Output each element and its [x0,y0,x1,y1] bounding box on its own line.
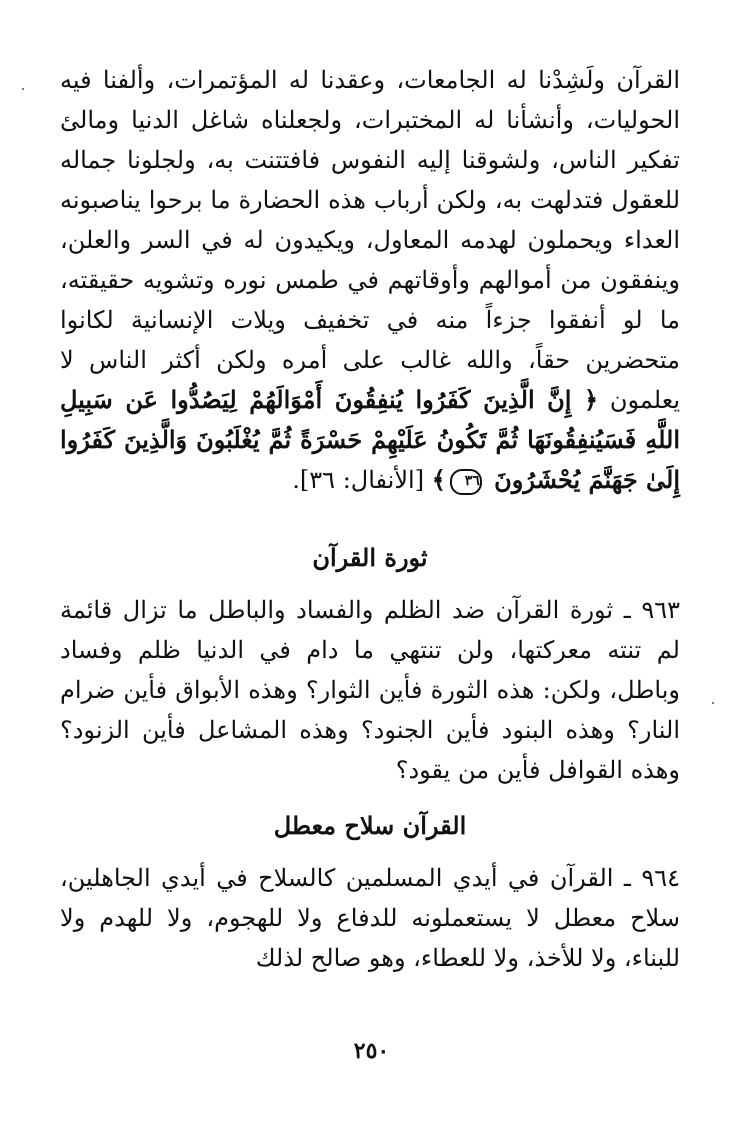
section-heading-quran-disabled-weapon: القرآن سلاح معطل [273,811,467,840]
quran-open-bracket: ﴿ [584,385,599,414]
scan-speck [22,88,24,90]
quran-reference: [الأنفال: ٣٦]. [292,466,425,494]
ayah-number-marker: ٣٦ [450,469,482,495]
paragraph-963 [60,590,680,790]
paragraph-text: ٩٦٣ ـ ثورة القرآن ضد الظلم والفساد والباطل ما تزال قائمة لم تنته معركتها، ولن تنتهي ما دام في الدنيا ظلم وفساد وباطل، ولكن: هذه الثورة فأين الثوار؟ وهذه الأبواق فأين ضرام النار؟ وهذه البنود فأين الجنود؟ وهذه المشاعل فأين الزنود؟ وهذه القوافل فأين من يقود؟ [60,596,681,784]
paragraph-964 [60,858,680,984]
page-number: ٢٥٠ [353,1038,390,1064]
paragraph-text: ٩٦٤ ـ القرآن في أيدي المسلمين كالسلاح في أيدي الجاهلين، سلاح معطل لا يستعملونه للدفاع ولا للهجوم، ولا للهدم ولا للبناء، ولا للأخذ، ولا للعطاء، وهو صالح لذلك [60,864,680,972]
scan-speck [712,702,714,704]
paragraph-quran-civilization [60,60,680,522]
book-page [60,60,680,1060]
paragraph-text: القرآن ولَشِدْنا له الجامعات، وعقدنا له المؤتمرات، وألفنا فيه الحوليات، وأنشأنا له المختبرات، ولجعلناه شاغل الدنيا ومالئ تفكير الناس، ولشوقنا إليه النفوس فافتتنت به، ولجلونا جماله للعقول فتدلهت به، ولكن أرباب هذه الحضارة ما برحوا يناصبونه العداء ويحملون لهدمه المعاول، ويكيدون له في السر والعلن، وينفقون من أموالهم وأوقاتهم في طمس نوره وتشويه حقيقته، ما لو أنفقوا جزءاً منه في تخفيف ويلات الإنسانية لكانوا متحضرين حقاً، والله غالب على أمره ولكن أكثر الناس لا يعلمون [60,66,680,414]
quran-close-bracket: ﴾ [431,465,446,494]
quran-verse-text: إِنَّ الَّذِينَ كَفَرُوا يُنفِقُونَ أَمْوَالَهُمْ لِيَصُدُّوا عَن سَبِيلِ اللَّهِ فَسَيُنفِقُونَهَا ثُمَّ تَكُونُ عَلَيْهِمْ حَسْرَةً ثُمَّ يُغْلَبُونَ وَالَّذِينَ كَفَرُوا إِلَىٰ جَهَنَّمَ يُحْشَرُونَ [60,385,680,494]
section-heading-quran-revolution: ثورة القرآن [312,543,428,572]
